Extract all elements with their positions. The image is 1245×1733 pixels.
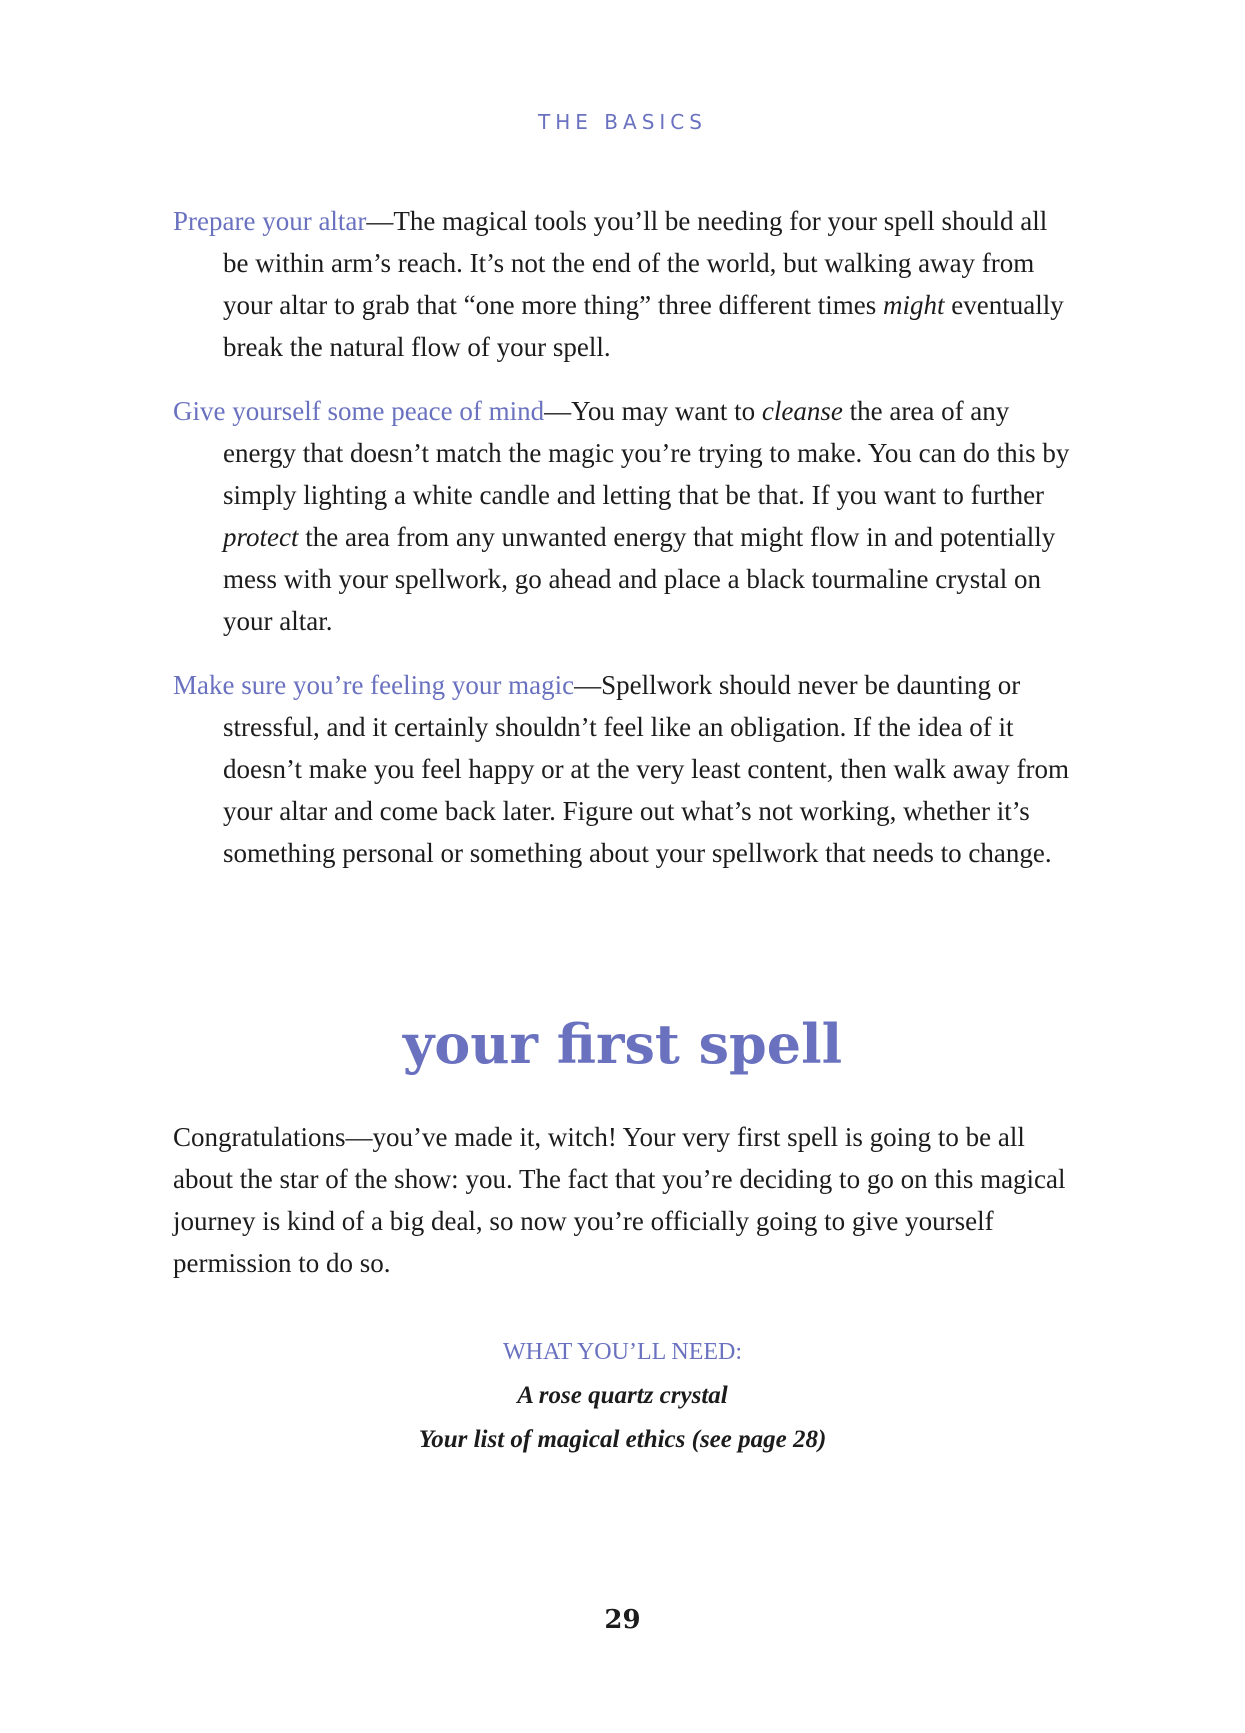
tip-term: Give yourself some peace of mind [173,396,545,426]
section-title: your first spell [402,1012,843,1076]
tip-text: —The magical tools you’ll be needing for your spell should all be within arm’s reach. It’s not the end of the world, but walking away from your altar to grab that “one more thing” three different times [223,206,1048,320]
running-head: THE BASICS [538,110,707,134]
page-number: 29 [604,1605,641,1635]
tips-list [173,200,1078,896]
needs-heading: WHAT YOU’LL NEED: [502,1339,743,1365]
tip-text: —Spellwork should never be daunting or stressful, and it certainly shouldn’t feel like an obligation. If the idea of it doesn’t make you feel happy or at the very least content, then walk away from your altar and come back later. Figure out what’s not working, whether it’s something personal or something about your spellwork that needs to change. [223,670,1069,868]
needs-list [0,1330,1245,1462]
tip-emphasis: might [883,290,945,320]
tip-term: Make sure you’re feeling your magic [173,670,575,700]
tip-text: the area from any unwanted energy that might flow in and potentially mess with your spellwork, go ahead and place a black tourmaline crystal on your altar. [223,522,1056,636]
tip-emphasis: cleanse [761,396,843,426]
tip-prepare-altar [173,200,1078,368]
tip-text: eventually break the natural flow of your spell. [223,290,1064,362]
needs-item: Your list of magical ethics (see page 28) [418,1426,827,1453]
tip-term: Prepare your altar [173,206,367,236]
tip-peace-of-mind [173,390,1078,642]
tip-text: the area of any energy that doesn’t match the magic you’re trying to make. You can do this by simply lighting a white candle and letting that be that. If you want to further [223,396,1070,510]
tip-text: —You may want to [544,396,762,426]
section-intro: Congratulations—you’ve made it, witch! Your very first spell is going to be all about the star of the show: you. The fact that you’re deciding to go on this magical journey is kind of a big deal, so now you’re officially going to give yourself permission to do so. [173,1122,1066,1278]
tip-feeling-magic [173,664,1078,874]
tip-emphasis: protect [223,522,299,552]
needs-item: A rose quartz crystal [517,1382,728,1409]
